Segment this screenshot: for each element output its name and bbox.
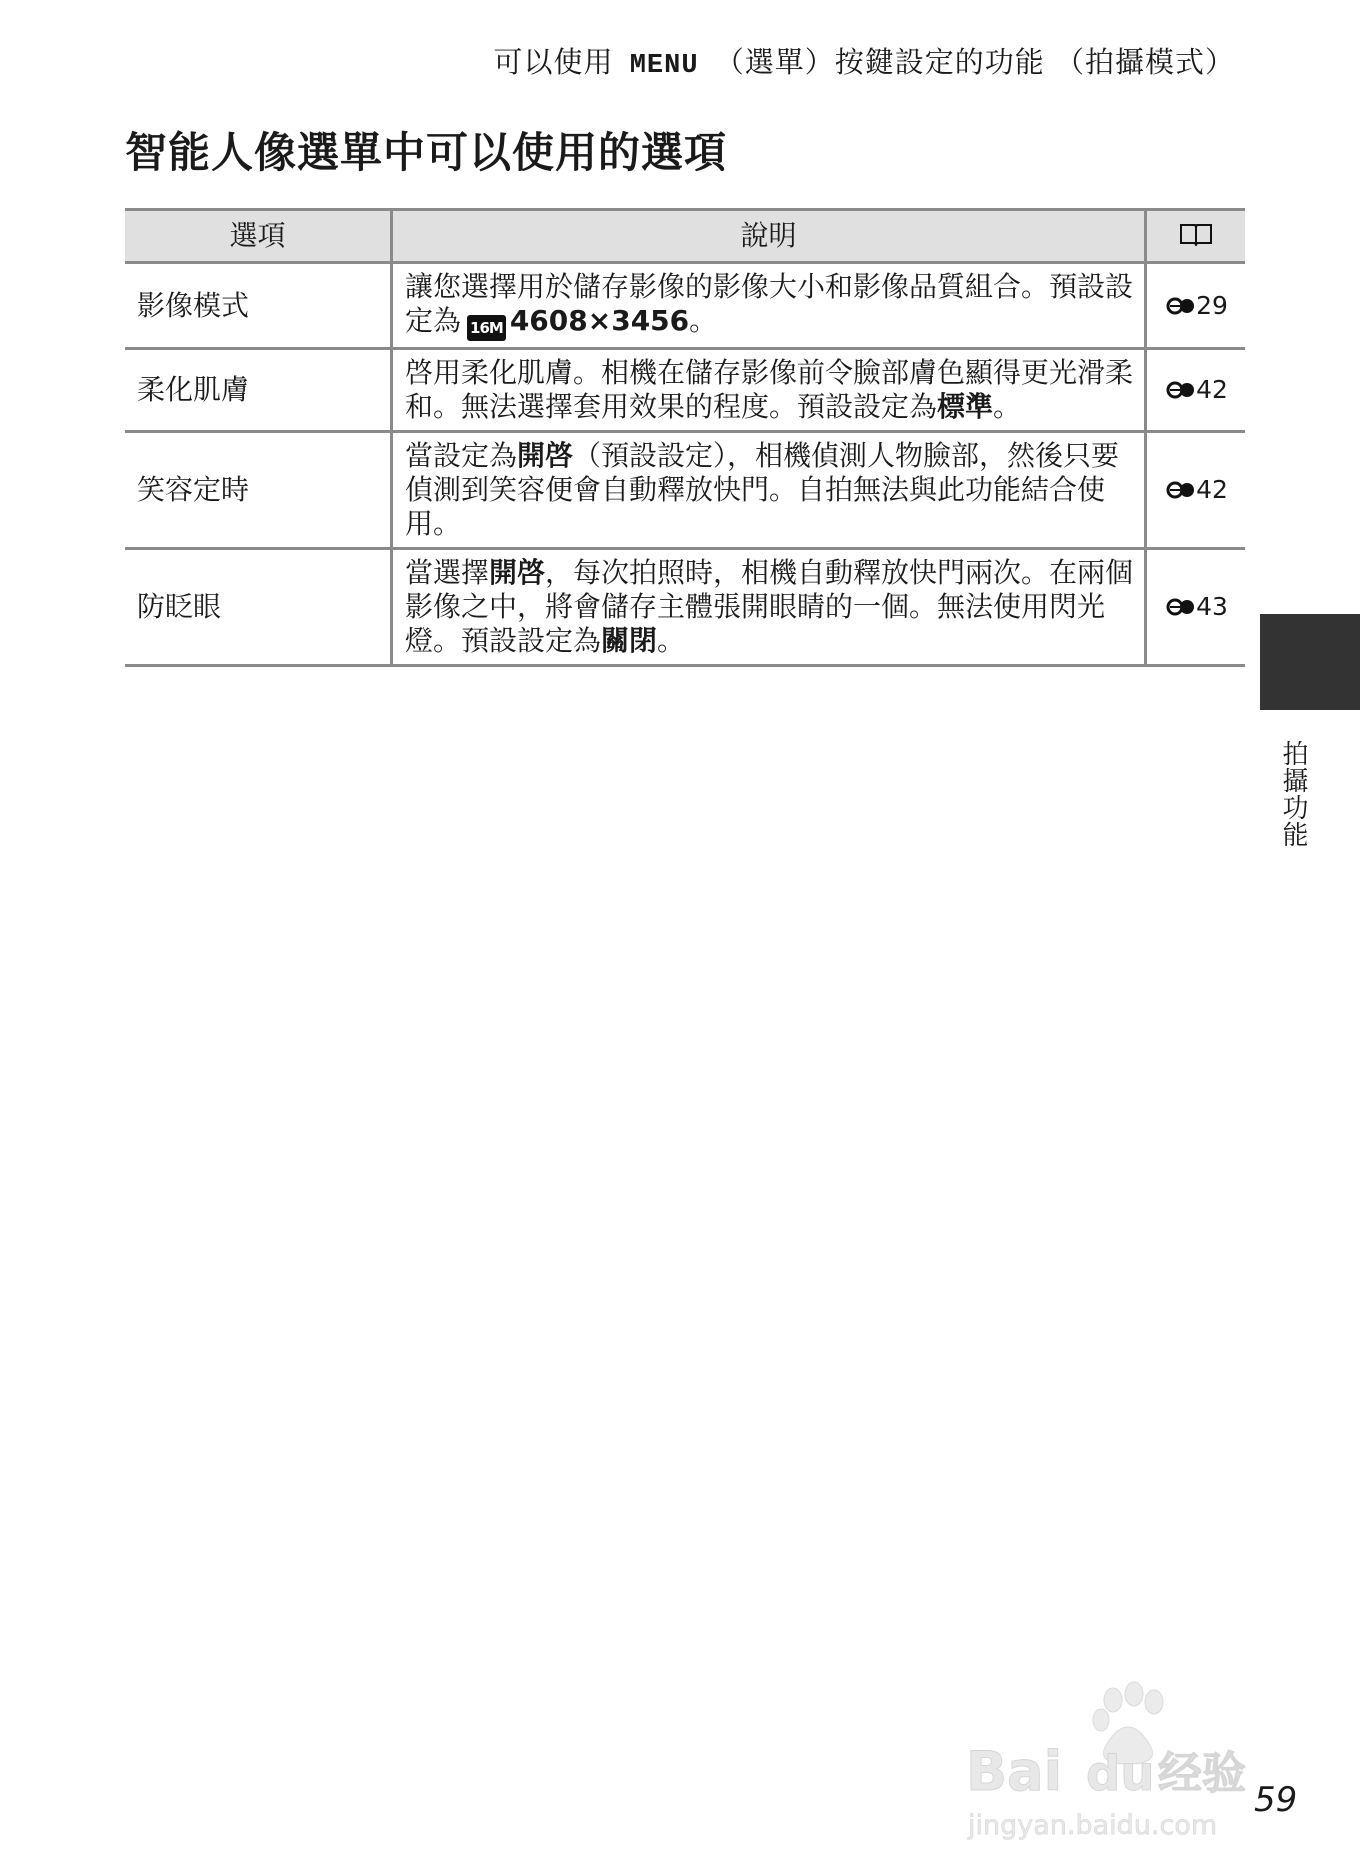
reference-page: 29 bbox=[1196, 290, 1228, 320]
description-text: 讓您選擇用於儲存影像的影像大小和影像品質組合。預設設定為 bbox=[405, 270, 1134, 337]
column-header-option: 選項 bbox=[125, 210, 392, 263]
reference-section-icon bbox=[1166, 290, 1196, 324]
page-number: 59 bbox=[1254, 1780, 1298, 1820]
reference-cell bbox=[1146, 549, 1246, 666]
default-value: 4608×3456 bbox=[509, 304, 690, 337]
option-description bbox=[392, 432, 1146, 549]
table-row bbox=[125, 349, 1245, 432]
reference-cell bbox=[1146, 349, 1246, 432]
reference-section-icon bbox=[1166, 591, 1196, 625]
options-table bbox=[125, 208, 1245, 667]
option-name: 影像模式 bbox=[125, 263, 392, 349]
table-header-row bbox=[125, 210, 1245, 263]
description-text-end: 。 bbox=[689, 304, 718, 337]
book-icon bbox=[1179, 220, 1213, 254]
option-description bbox=[392, 549, 1146, 666]
svg-text:经验: 经验 bbox=[1158, 1748, 1246, 1799]
reference-page: 43 bbox=[1196, 592, 1228, 621]
svg-text:Bai: Bai bbox=[966, 1740, 1063, 1803]
running-header bbox=[494, 40, 1236, 81]
reference-page: 42 bbox=[1196, 475, 1228, 504]
table-row bbox=[125, 549, 1245, 666]
svg-text:jingyan.baidu.com: jingyan.baidu.com bbox=[968, 1810, 1218, 1841]
description-text: 當設定為 bbox=[405, 439, 518, 472]
setting-value: 開啓 bbox=[517, 439, 574, 472]
column-header-description: 說明 bbox=[392, 210, 1146, 263]
reference-section-icon bbox=[1166, 374, 1196, 408]
description-text-end: 。 bbox=[993, 390, 1022, 423]
section-title: 智能人像選單中可以使用的選項 bbox=[125, 128, 728, 177]
option-description bbox=[392, 263, 1146, 349]
menu-key-label: MENU bbox=[629, 51, 699, 81]
image-mode-16m-icon: 16M bbox=[467, 315, 506, 341]
chapter-tab-marker bbox=[1260, 614, 1360, 710]
reference-section-icon bbox=[1166, 474, 1196, 508]
default-value: 關閉 bbox=[601, 624, 658, 657]
default-value: 標準 bbox=[937, 390, 994, 423]
description-text-end: （預設設定），相機偵測人物臉部，然後只要偵測到笑容便會自動釋放快門。自拍無法與此功能結合使用。 bbox=[405, 439, 1120, 540]
table-row bbox=[125, 432, 1245, 549]
chapter-tab-label: 拍攝功能 bbox=[1278, 740, 1308, 848]
table-row bbox=[125, 263, 1245, 349]
reference-cell bbox=[1146, 432, 1246, 549]
description-text-end: 。 bbox=[657, 624, 686, 657]
option-description bbox=[392, 349, 1146, 432]
reference-cell bbox=[1146, 263, 1246, 349]
running-header-pre: 可以使用 bbox=[493, 45, 614, 79]
option-name: 笑容定時 bbox=[125, 432, 392, 549]
reference-page: 42 bbox=[1196, 375, 1228, 404]
baidu-watermark-logo bbox=[958, 1672, 1288, 1852]
option-name: 柔化肌膚 bbox=[125, 349, 392, 432]
setting-value: 開啓 bbox=[489, 556, 546, 589]
svg-text:du: du bbox=[1086, 1746, 1155, 1802]
option-name: 防眨眼 bbox=[125, 549, 392, 666]
column-header-reference bbox=[1146, 210, 1246, 263]
description-text: 當選擇 bbox=[405, 556, 490, 589]
running-header-post: （選單）按鍵設定的功能 （拍攝模式） bbox=[714, 45, 1235, 79]
description-text-middle: ，每次拍照時，相機自動釋放快門兩次。在兩個影像之中，將會儲存主體張開眼睛的一個。無法使用閃光燈。預設設定為 bbox=[405, 556, 1134, 657]
description-text: 啓用柔化肌膚。相機在儲存影像前令臉部膚色顯得更光滑柔和。無法選擇套用效果的程度。預設設定為 bbox=[405, 356, 1134, 423]
